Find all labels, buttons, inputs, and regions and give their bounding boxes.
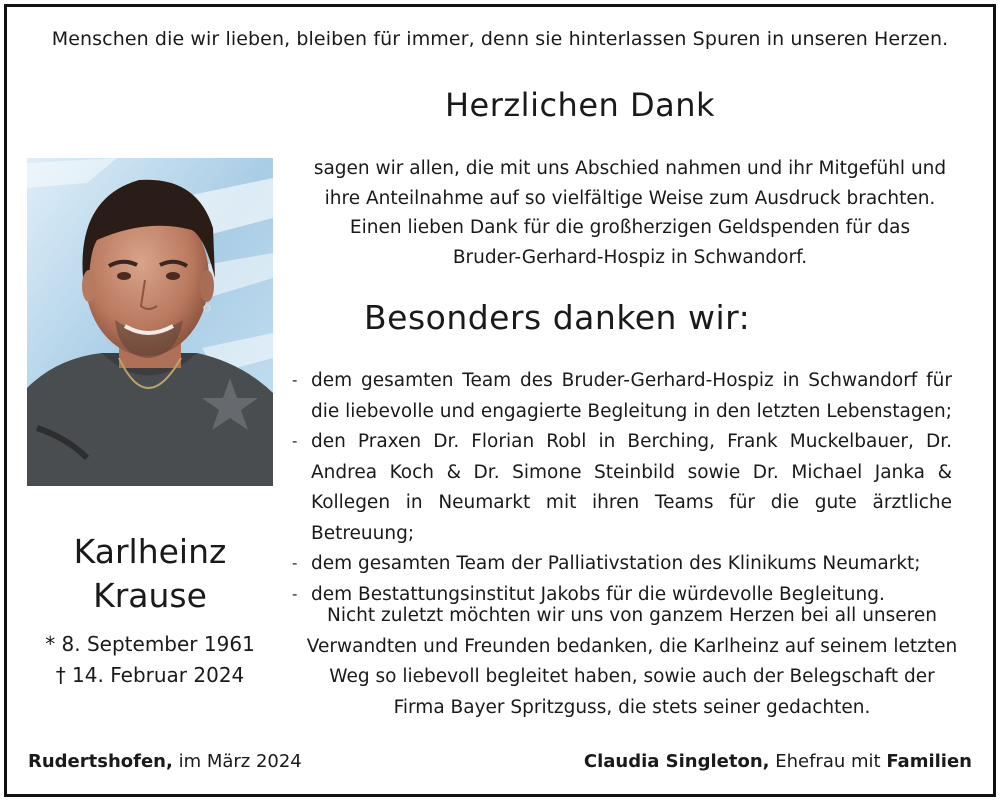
last-name: Krause	[93, 576, 207, 615]
signature-line	[584, 751, 972, 772]
thanks-item: - dem Bestattungsinstitut Jakobs für die würdevolle Begleitung.	[292, 580, 952, 611]
notice-title: Herzlichen Dank	[444, 86, 716, 124]
closing-line: Verwandten und Freunden bedanken, die Karlheinz auf seinem letzten	[306, 635, 958, 657]
closing-line: Weg so liebevoll begleitet haben, sowie auch der Belegschaft der	[329, 666, 935, 687]
date-text: im März 2024	[172, 751, 302, 772]
intro-line: sagen wir allen, die mit uns Abschied nahmen und ihr Mitgefühl und	[313, 158, 947, 179]
intro-text	[290, 154, 970, 272]
life-dates	[27, 629, 273, 691]
place-name: Rudertshofen,	[28, 751, 173, 772]
subheading: Besonders danken wir:	[364, 298, 751, 337]
family-text: Familien	[886, 751, 972, 772]
thanks-item: - den Praxen Dr. Florian Robl in Berching, Frank Muckelbauer, Dr. Andrea Koch & Dr. Simone Steinbild sowie Dr. Michael Janka & Kollegen in Neumarkt mit ihren Teams für die gute ärztliche Betreuung;	[292, 427, 952, 549]
birth-date: * 8. September 1961	[45, 632, 255, 656]
thanks-list	[292, 366, 952, 610]
signer-name: Claudia Singleton,	[583, 751, 770, 772]
relation-text: Ehefrau mit	[769, 751, 887, 772]
thanks-item: - dem gesamten Team der Palliativstation des Klinikums Neumarkt;	[292, 549, 952, 580]
motto: Menschen die wir lieben, bleiben für immer, denn sie hinterlassen Spuren in unseren Herzen.	[51, 28, 949, 50]
intro-line: Bruder-Gerhard-Hospiz in Schwandorf.	[452, 246, 808, 268]
deceased-name	[27, 530, 273, 618]
intro-line: ihre Anteilnahme auf so vielfältige Weise zum Ausdruck brachten.	[324, 187, 936, 209]
death-date: † 14. Februar 2024	[55, 663, 245, 687]
thanks-item: - dem gesamten Team des Bruder-Gerhard-Hospiz in Schwandorf für die liebevolle und engagierte Begleitung in den letzten Lebenstagen;	[292, 366, 952, 427]
closing-line: Firma Bayer Spritzguss, die stets seiner gedachten.	[393, 696, 871, 718]
closing-line: Nicht zuletzt möchten wir uns von ganzem Herzen bei all unseren	[327, 605, 937, 626]
intro-line: Einen lieben Dank für die großherzigen Geldspenden für das	[349, 217, 911, 238]
place-date	[28, 751, 302, 772]
portrait-photo	[27, 158, 273, 486]
closing-text	[292, 601, 972, 723]
first-name: Karlheinz	[73, 532, 227, 571]
